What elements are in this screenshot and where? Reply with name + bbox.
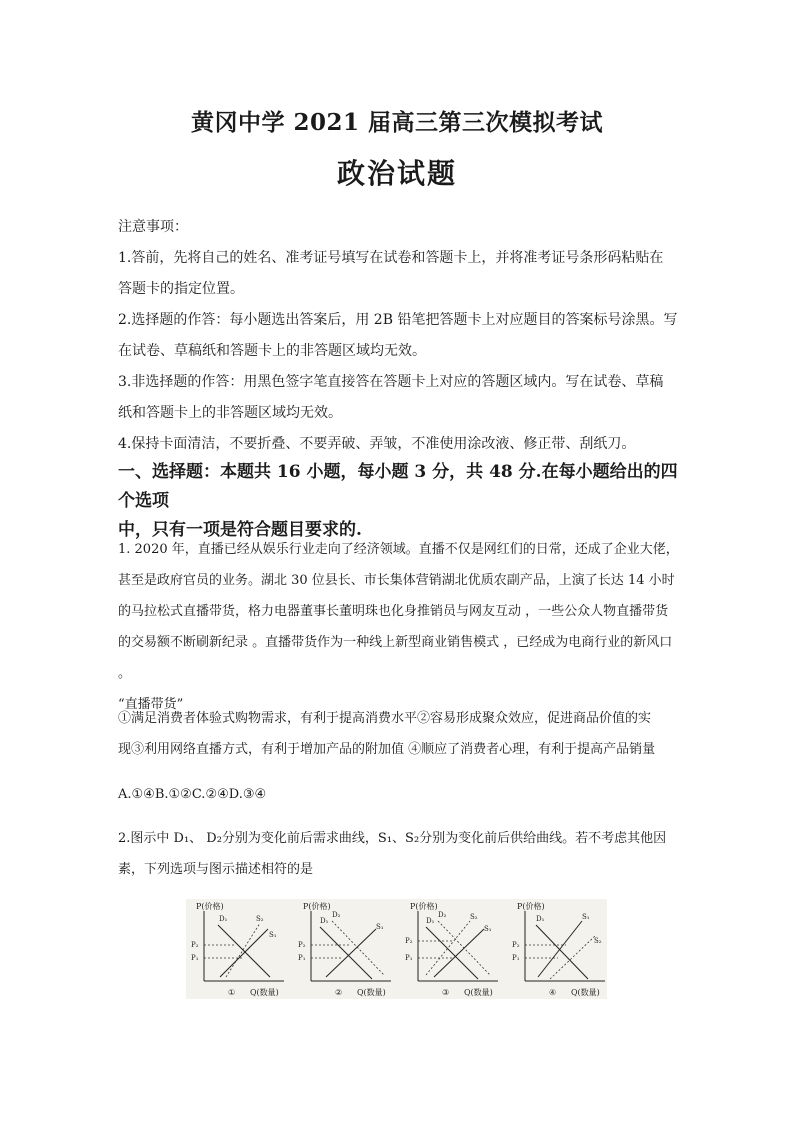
x-axis-label: Q(数量): [250, 988, 279, 997]
curve-label: S₂: [594, 937, 602, 945]
demand-curve: [426, 927, 478, 979]
question-2-text: 2.图示中 D₁、 D₂分别为变化前后需求曲线，S₁、S₂分别为变化前后供给曲线。若不考虑其他因: [118, 831, 667, 846]
y-axis-label: P(价格): [410, 902, 438, 911]
curve-label: S₁: [269, 931, 277, 939]
question-1-option-line: 现③利用网络直播方式，有利于增加产品的附加值 ④顺应了消费者心理，有利于提高产品销量: [118, 742, 656, 757]
notice-line: 4.保持卡面清洁，不要折叠、不要弄破、弄皱，不准使用涂改液、修正带、刮纸刀。: [118, 436, 636, 452]
p1-label: P₁: [512, 954, 520, 962]
question-1-text: 的交易额不断刷新纪录 。直播带货作为一种线上新型商业销售模式 ，已经成为电商行业的新风口 。: [118, 635, 673, 681]
question-1: [118, 534, 688, 720]
curve-label: S₂: [256, 915, 264, 923]
question-1-text: 1. 2020 年，直播已经从娱乐行业走向了经济领域。直播不仅是网红们的日常，还成了企业大佬，: [118, 542, 679, 557]
graph-number: ④: [549, 988, 557, 997]
curve-label: D₁: [426, 917, 435, 925]
shifted-curve: [426, 921, 470, 975]
p2-label: P₂: [191, 941, 199, 949]
p2-label: P₂: [298, 941, 306, 949]
shifted-curve: [550, 935, 596, 979]
notice-line: 3.非选择题的作答：用黑色签字笔直接答在答题卡上对应的答题区域内。写在试卷、草稿: [118, 374, 664, 390]
p1-label: P₁: [298, 954, 306, 962]
curve-label: S₂: [470, 913, 478, 921]
notice-line: 在试卷、草稿纸和答题卡上的非答题区域均无效。: [118, 343, 426, 359]
supply-curve: [434, 929, 484, 977]
p1-label: P₁: [405, 954, 413, 962]
graph-number: ③: [442, 988, 450, 997]
question-1-text: 的马拉松式直播带货，格力电器董事长董明珠也化身推销员与网友互动 ，一些公众人物直播带货: [118, 604, 669, 619]
section-heading: [118, 458, 688, 545]
graph-panel-2: [298, 901, 391, 997]
supply-demand-graphs: [186, 899, 607, 999]
p2-label: P₂: [405, 937, 413, 945]
x-axis-label: Q(数量): [571, 988, 600, 997]
question-1-text: “直播带货”: [118, 697, 184, 712]
notice-line: 答题卡的指定位置。: [118, 281, 244, 297]
notice-heading: 注意事项：: [118, 219, 188, 235]
y-axis-label: P(价格): [196, 902, 224, 911]
question-1-answer-choices: A.①④B.①②C.②④D.③④: [118, 787, 267, 802]
question-2-text: 素，下列选项与图示描述相符的是: [118, 862, 314, 877]
subject-title: 政治试题: [336, 157, 457, 190]
question-2: [118, 823, 688, 885]
question-1-text: 甚至是政府官员的业务。湖北 30 位县长、市长集体营销湖北优质农副产品，上演了长达 14 小时: [118, 573, 675, 588]
demand-curve: [218, 925, 270, 977]
curve-label: D₂: [332, 911, 341, 919]
supply-curve: [220, 929, 268, 977]
question-1-option-line: ①满足消费者体验式购物需求，有利于提高消费水平②容易形成聚众效应，促进商品价值的实: [118, 711, 652, 726]
y-axis-label: P(价格): [303, 902, 331, 911]
p2-label: P₂: [512, 941, 520, 949]
notice-section: [118, 212, 688, 460]
page-title: 黄冈中学 2021 届高三第三次模拟考试: [190, 109, 604, 136]
graph-panel-4: [512, 901, 605, 997]
graph-number: ②: [335, 988, 343, 997]
section-heading-line: 中，只有一项是符合题目要求的.: [118, 520, 362, 540]
graphs-svg: [186, 899, 607, 999]
curve-label: D₂: [438, 911, 447, 919]
x-axis-label: Q(数量): [357, 988, 386, 997]
curve-label: S₁: [376, 923, 384, 931]
graph-panel-1: [191, 901, 284, 997]
question-1-options: [118, 703, 688, 765]
notice-line: 2.选择题的作答：每小题选出答案后，用 2B 铅笔把答题卡上对应题目的答案标号涂黑。写: [118, 312, 678, 328]
graph-number: ①: [228, 988, 236, 997]
curve-label: S₁: [582, 913, 590, 921]
curve-label: D₁: [536, 915, 545, 923]
demand-curve: [536, 925, 588, 979]
p1-label: P₁: [191, 954, 199, 962]
demand-curve: [320, 927, 372, 979]
curve-label: D₁: [219, 915, 228, 923]
notice-line: 纸和答题卡上的非答题区域均无效。: [118, 405, 342, 421]
notice-line: 1.答前，先将自己的姓名、准考证号填写在试卷和答题卡上，并将准考证号条形码粘贴在: [118, 250, 664, 266]
x-axis-label: Q(数量): [464, 988, 493, 997]
graph-panel-3: [405, 901, 498, 997]
curve-label: S₁: [484, 925, 492, 933]
supply-curve: [326, 929, 376, 977]
section-heading-line: 一、选择题：本题共 16 小题，每小题 3 分，共 48 分.在每小题给出的四个选项: [118, 462, 678, 511]
supply-curve: [538, 921, 582, 977]
curve-label: D₁: [320, 917, 329, 925]
y-axis-label: P(价格): [517, 902, 545, 911]
